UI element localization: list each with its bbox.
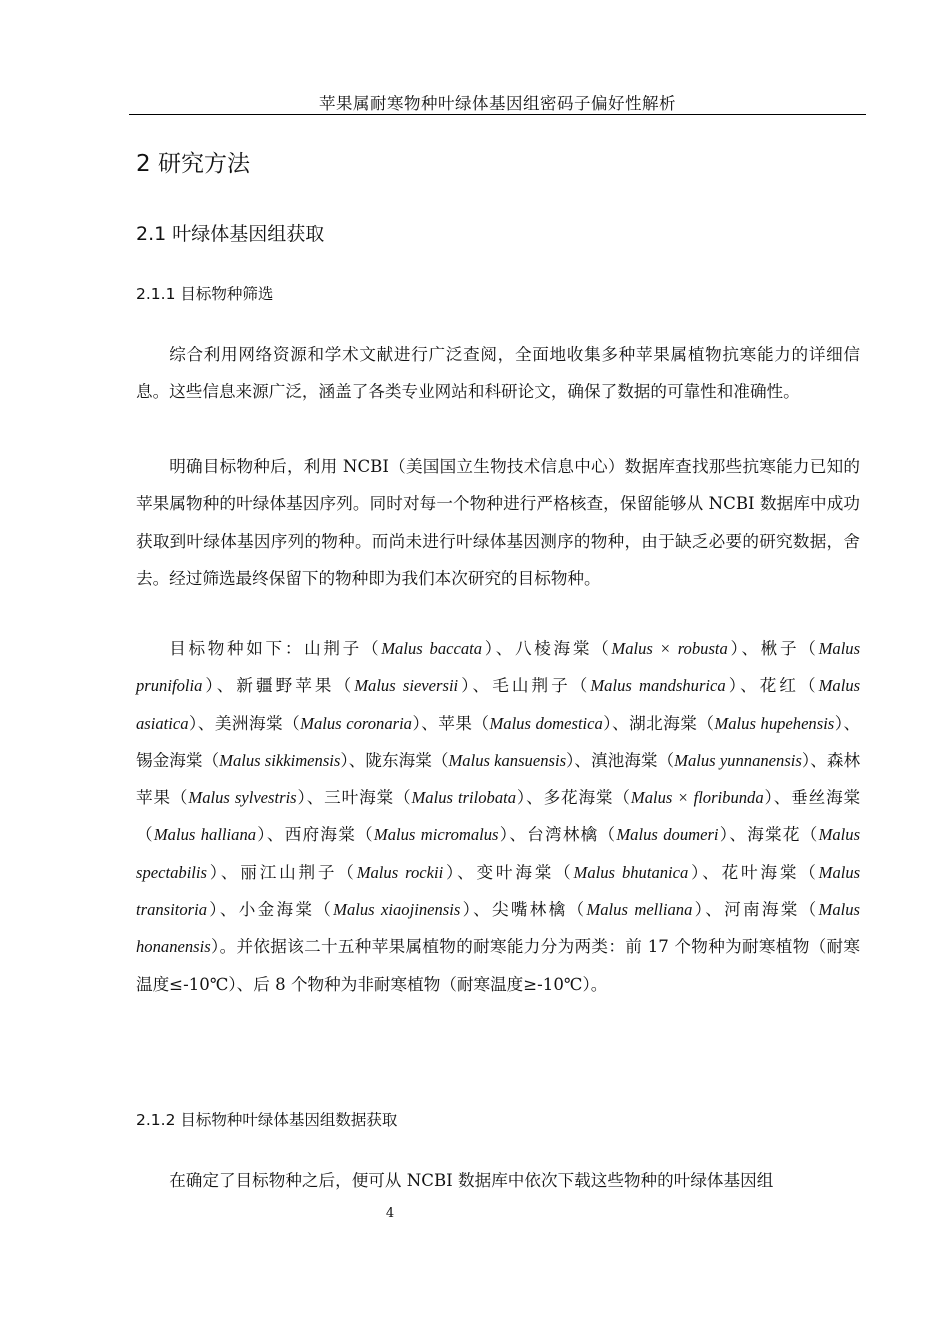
sub-subsection-heading-2-1-2: 2.1.2 目标物种叶绿体基因组数据获取 (136, 1111, 398, 1129)
species-cn-name: 新疆野苹果 (236, 676, 335, 696)
species-latin-name: Malus doumeri (616, 825, 719, 845)
species-cn-name: 西府海棠 (284, 825, 357, 845)
species-latin-name: Malus xiaojinensis (333, 900, 461, 920)
species-latin-name: Malus micromalus (373, 825, 499, 845)
species-cn-name: 湖北海棠 (629, 713, 698, 733)
species-cn-name: 毛山荆子 (492, 676, 571, 696)
species-cn-name: 三叶海棠 (324, 788, 394, 808)
species-latin-name: Malus mandshurica (590, 676, 726, 696)
species-latin-name: Malus sieversii (354, 676, 459, 696)
species-latin-name: Malus × floribunda (630, 788, 764, 808)
sub-subsection-heading-2-1-1: 2.1.1 目标物种筛选 (136, 285, 274, 303)
species-cn-name: 花叶海棠 (721, 862, 800, 882)
species-cn-name: 多花海棠 (543, 788, 614, 808)
species-cn-name: 垂丝海棠 (791, 788, 861, 808)
species-cn-name: 花红 (759, 676, 799, 696)
species-latin-name: Malus honanensis (136, 900, 860, 957)
species-paragraph (136, 630, 860, 1003)
species-cn-name: 苹果 (438, 713, 473, 733)
species-latin-name: Malus rockii (356, 862, 444, 882)
species-latin-name: Malus transitoria (136, 862, 861, 920)
species-latin-name: Malus baccata (381, 639, 483, 658)
species-latin-name: Malus bhutanica (573, 862, 689, 882)
species-cn-name: 陇东海棠 (365, 750, 432, 770)
species-cn-name: 台湾林檎 (527, 825, 599, 845)
species-cn-name: 森林苹果 (136, 750, 861, 808)
species-cn-name: 丽江山荆子 (240, 862, 338, 882)
paragraph-2: 明确目标物种后，利用 NCBI（美国国立生物技术信息中心）数据库查找那些抗寒能力已知的苹果属物种的叶绿体基因序列。同时对每一个物种进行严格核查，保留能够从 NCBI 数据库中成功获取到叶绿体基因序列的物种。而尚未进行叶绿体基因测序的物种，由于缺乏必要的研究数据，舍去。经过筛选最终保留下的物种即为我们本次研究的目标物种。 (136, 457, 860, 588)
species-latin-name: Malus asiatica (136, 676, 861, 733)
page-number: 4 (385, 1206, 395, 1221)
species-cn-name: 小金海棠 (238, 900, 315, 920)
species-latin-name: Malus melliana (586, 900, 693, 920)
species-latin-name: Malus trilobata (411, 788, 517, 808)
header-rule (129, 114, 866, 115)
running-header: 苹果属耐寒物种叶绿体基因组密码子偏好性解析 (319, 94, 676, 113)
species-list: 山荆子（Malus baccata）、八棱海棠（Malus × robusta）、楸子（Malus prunifolia）、新疆野苹果（Malus sieversii）、毛山荆子（Malus mandshurica）、花红（Malus asiatica）、美洲海棠（Malus coronaria）、苹果（Malus domestica）、湖北海棠（Malus hupehensis）、锡金海棠（Malus sikkimensis）、陇东海棠（Malus kansuensis）、滇池海棠（Malus yunnanensis）、森林苹果（Malus sylvestris）、三叶海棠（Malus trilobata）、多花海棠（Malus × floribunda）、垂丝海棠（Malus halliana）、西府海棠（Malus micromalus）、台湾林檎（Malus doumeri）、海棠花（Malus spectabilis）、丽江山荆子（Malus rockii）、变叶海棠（Malus bhutanica）、花叶海棠（Malus transitoria）、小金海棠（Malus xiaojinensis）、尖嘴林檎（Malus melliana）、河南海棠（Malus honanensis） (136, 639, 861, 957)
species-cn-name: 楸子 (760, 639, 800, 658)
species-cn-name: 变叶海棠 (476, 862, 555, 882)
species-cn-name: 八棱海棠 (515, 639, 593, 658)
species-cn-name: 滇池海棠 (591, 750, 658, 770)
species-latin-name: Malus prunifolia (136, 639, 861, 696)
species-cn-name: 美洲海棠 (214, 713, 284, 733)
species-cn-name: 山荆子 (304, 639, 362, 658)
species-cn-name: 河南海棠 (724, 900, 800, 920)
species-latin-name: Malus domestica (489, 713, 603, 733)
species-latin-name: Malus yunnanensis (674, 750, 802, 770)
species-intro: 目标物种如下： (169, 639, 305, 658)
species-latin-name: Malus halliana (153, 825, 257, 845)
species-outro: 。并依据该二十五种苹果属植物的耐寒能力分为两类：前 17 个物种为耐寒植物（耐寒温度≤-10℃）、后 8 个物种为非耐寒植物（耐寒温度≥-10℃）。 (136, 937, 861, 994)
species-latin-name: Malus × robusta (611, 639, 728, 658)
species-latin-name: Malus kansuensis (448, 750, 567, 770)
species-cn-name: 锡金海棠 (136, 750, 203, 770)
species-cn-name: 尖嘴林檎 (492, 900, 568, 920)
subsection-heading: 2.1 叶绿体基因组获取 (136, 223, 325, 245)
species-latin-name: Malus sikkimensis (219, 750, 341, 770)
species-latin-name: Malus hupehensis (714, 713, 835, 733)
species-latin-name: Malus coronaria (300, 713, 412, 733)
species-cn-name: 海棠花 (747, 825, 801, 845)
species-latin-name: Malus spectabilis (136, 825, 861, 882)
paragraph-1: 综合利用网络资源和学术文献进行广泛查阅，全面地收集多种苹果属植物抗寒能力的详细信息。这些信息来源广泛，涵盖了各类专业网站和科研论文，确保了数据的可靠性和准确性。 (136, 345, 860, 402)
species-latin-name: Malus sylvestris (188, 788, 297, 808)
section-heading: 2 研究方法 (136, 151, 250, 177)
paragraph-4: 在确定了目标物种之后，便可从 NCBI 数据库中依次下载这些物种的叶绿体基因组 (169, 1171, 774, 1190)
